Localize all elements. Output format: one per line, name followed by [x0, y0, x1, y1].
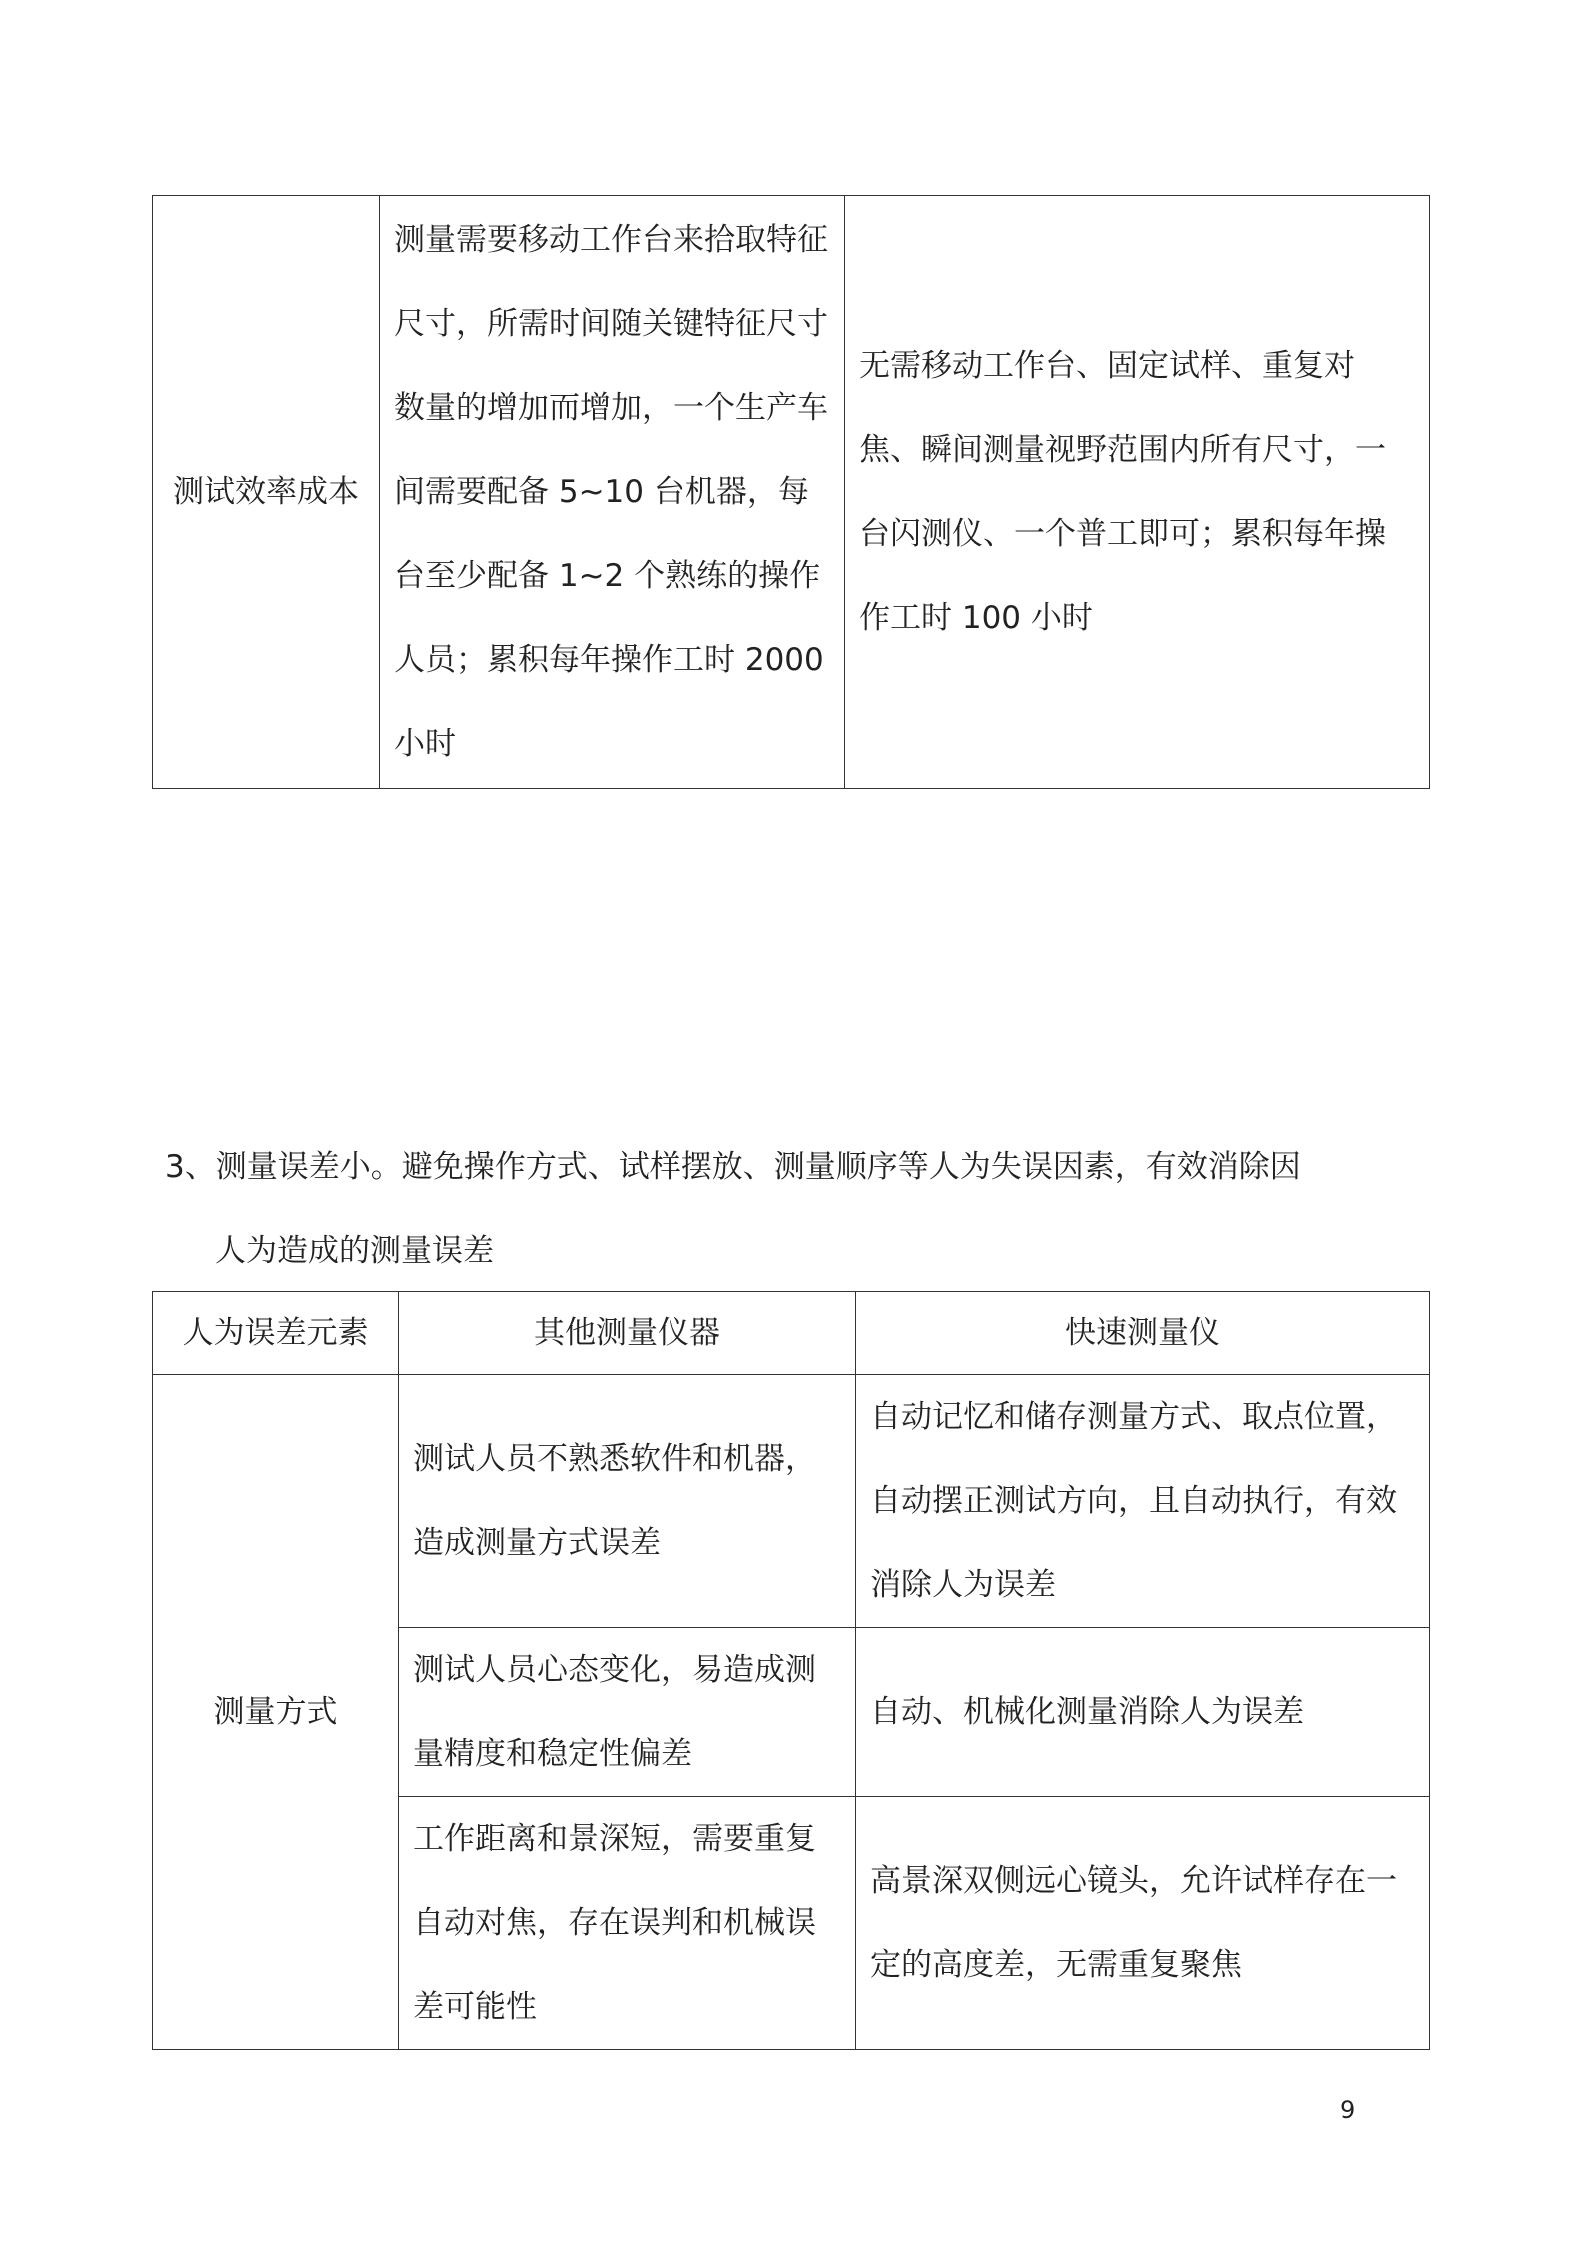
- section-heading: [165, 1125, 1455, 1293]
- column-header: 快速测量仪: [856, 1292, 1430, 1375]
- section-heading-line1: 3、测量误差小。避免操作方式、试样摆放、测量顺序等人为失误因素，有效消除因: [165, 1149, 1301, 1185]
- column-header: 人为误差元素: [153, 1292, 399, 1375]
- other-instrument-cell: 工作距离和景深短，需要重复自动对焦，存在误判和机械误差可能性: [399, 1797, 856, 2050]
- quick-instrument-cell: 高景深双侧远心镜头，允许试样存在一定的高度差，无需重复聚焦: [856, 1797, 1430, 2050]
- table-row: [153, 196, 1430, 789]
- quick-instrument-cell: 自动、机械化测量消除人为误差: [856, 1628, 1430, 1797]
- other-instrument-cell: 测试人员不熟悉软件和机器，造成测量方式误差: [399, 1375, 856, 1628]
- table-header-row: [153, 1292, 1430, 1375]
- page-number: 9: [1340, 2096, 1356, 2124]
- efficiency-cost-table: [152, 195, 1430, 789]
- group-label: 测量方式: [153, 1375, 399, 2050]
- other-instrument-cell: 测量需要移动工作台来拾取特征尺寸，所需时间随关键特征尺寸数量的增加而增加，一个生产车间需要配备 5~10 台机器，每台至少配备 1~2 个熟练的操作人员；累积每年操作工时 2000 小时: [380, 196, 845, 789]
- column-header: 其他测量仪器: [399, 1292, 856, 1375]
- other-instrument-cell: 测试人员心态变化，易造成测量精度和稳定性偏差: [399, 1628, 856, 1797]
- section-heading-line2: 人为造成的测量误差: [215, 1233, 494, 1269]
- quick-instrument-cell: 自动记忆和储存测量方式、取点位置，自动摆正测试方向，且自动执行，有效消除人为误差: [856, 1375, 1430, 1628]
- row-label: 测试效率成本: [153, 196, 380, 789]
- quick-instrument-cell: 无需移动工作台、固定试样、重复对焦、瞬间测量视野范围内所有尺寸，一台闪测仪、一个普工即可；累积每年操作工时 100 小时: [845, 196, 1430, 789]
- table-row: [153, 1375, 1430, 1628]
- measurement-error-table: [152, 1291, 1430, 2050]
